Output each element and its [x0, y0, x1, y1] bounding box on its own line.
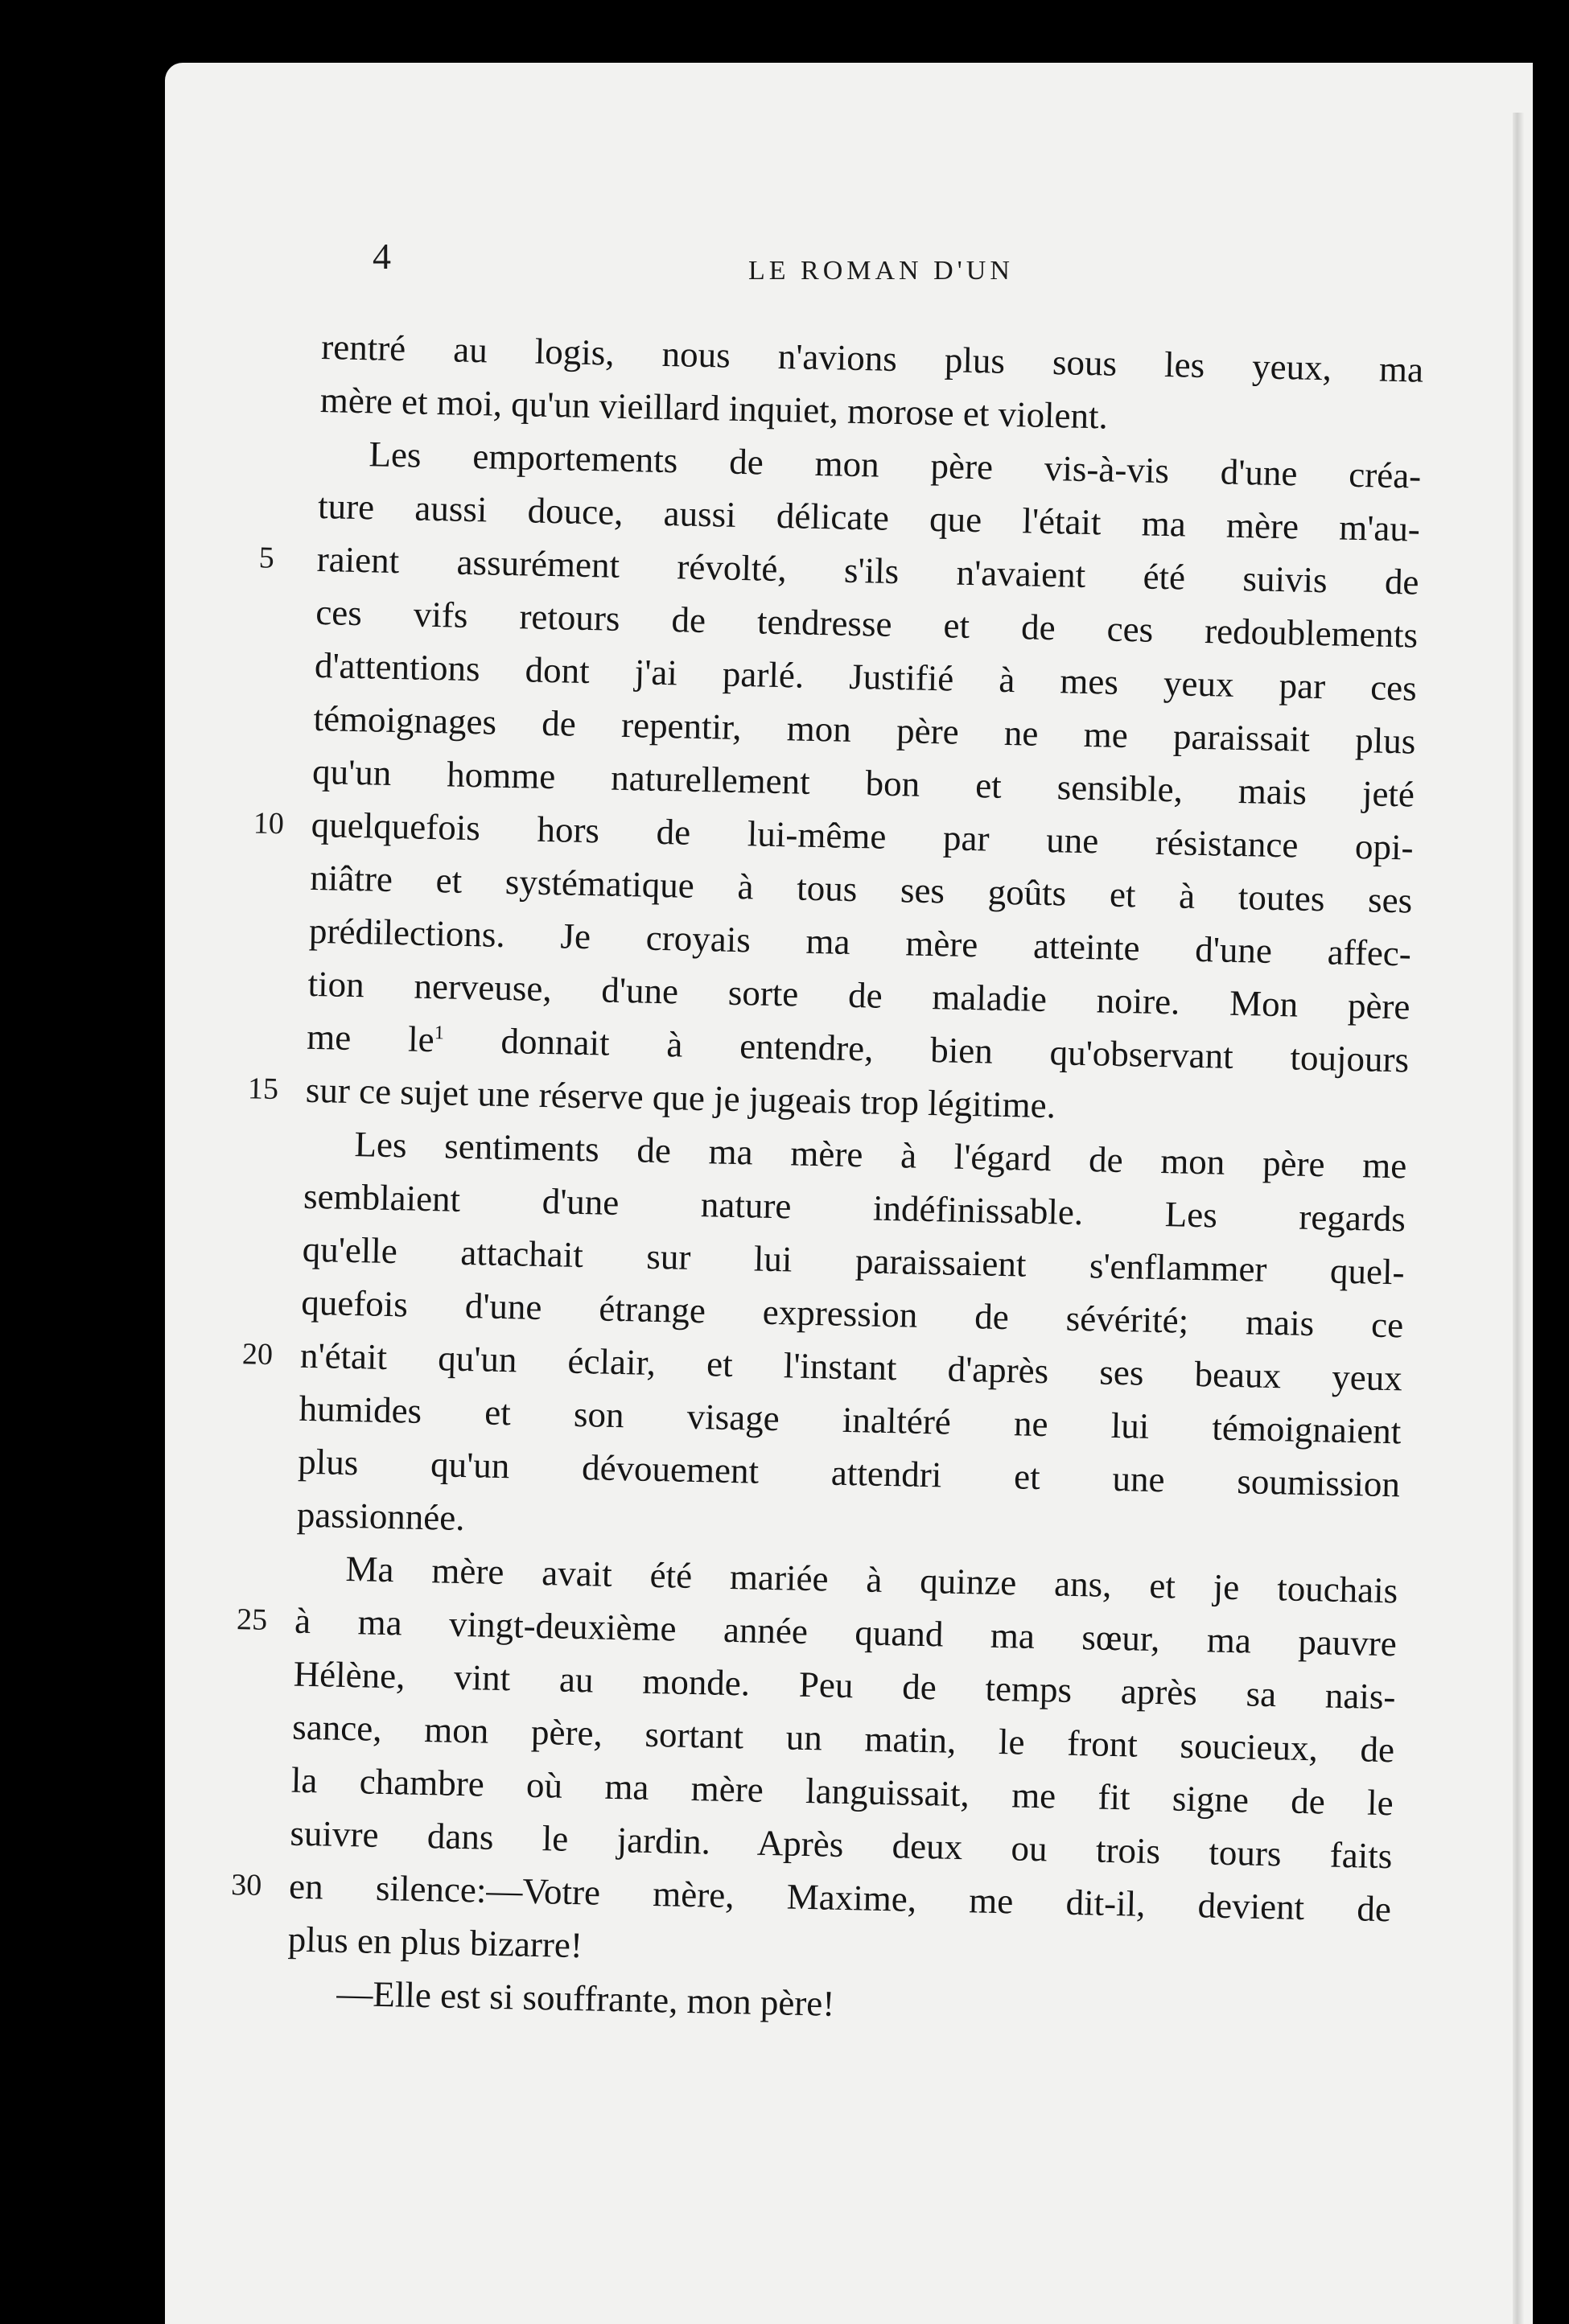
page-fold-shadow [1513, 113, 1524, 2324]
text-line-content: me $le^1$ donnait à entendre, bien qu'observant toujours [306, 1016, 1410, 1080]
text-line-content: —Elle est si souffrante, mon père! [336, 1972, 835, 2024]
body-text [230, 320, 1424, 2042]
text-line-content: en silence:—Votre mère, Maxime, me dit-il, devient de [288, 1865, 1392, 1930]
text-line-content: mère et moi, qu'un vieillard inquiet, morose et violent. [319, 379, 1109, 437]
text-line-content: raient assurément révolté, s'ils n'avaient été suivis de [316, 538, 1420, 603]
text-line-content: semblaient d'une nature indéfinissable. Les regards [303, 1175, 1406, 1240]
line-number: 30 [230, 1868, 262, 1902]
text-line-content: quefois d'une étrange expression de sévérité; mais ce [300, 1281, 1404, 1346]
text-line-content: rentré au logis, nous n'avions plus sous les yeux, ma [320, 326, 1424, 390]
text-line-content: quelquefois hors de lui-même par une résistance opi- [311, 804, 1415, 868]
text-line-content: humides et son visage inaltéré ne lui témoignaient [299, 1388, 1402, 1452]
text-line-content: la chambre où ma mère languissait, me fit signe de le [290, 1759, 1394, 1824]
text-line-content: tion nerveuse, d'une sorte de maladie noire. Mon père [307, 963, 1410, 1027]
text-line-content: plus en plus bizarre! [287, 1919, 583, 1966]
text-line-content: passionnée. [296, 1494, 466, 1539]
text-line-content: prédilections. Je croyais ma mère atteinte d'une affec- [308, 910, 1412, 974]
text-line-content: témoignages de repentir, mon père ne me paraissait plus [313, 697, 1416, 762]
text-line-content: qu'un homme naturellement bon et sensible, mais jeté [311, 751, 1415, 815]
text-line-content: ces vifs retours de tendresse et de ces redoublements [315, 591, 1419, 656]
line-number: 25 [236, 1602, 268, 1637]
text-line-content: Hélène, vint au monde. Peu de temps après sa nais- [293, 1653, 1396, 1717]
text-line-content: niâtre et systématique à tous ses goûts et à toutes ses [309, 857, 1413, 921]
line-number: 5 [258, 541, 275, 575]
text-line-content: Ma mère avait été mariée à quinze ans, et je touchais [344, 1548, 1398, 1611]
text-line-content: Les emportements de mon père vis-à-vis d'une créa- [369, 434, 1422, 496]
text-line-content: suivre dans le jardin. Après deux ou trois tours faits [290, 1812, 1393, 1877]
footnote-marker: 1 [434, 1022, 445, 1044]
text-line-content: sur ce sujet une réserve que je jugeais trop légitime. [305, 1069, 1056, 1126]
text-line-content: plus qu'un dévouement attendri et une soumission [297, 1441, 1401, 1505]
text-line-content: n'était qu'un éclair, et l'instant d'après ses beaux yeux [299, 1335, 1403, 1399]
text-line-content: sance, mon père, sortant un matin, le front soucieux, de [291, 1706, 1395, 1771]
line-number: 10 [253, 806, 285, 841]
text-line-content: qu'elle attachait sur lui paraissaient s'enflammer quel- [302, 1228, 1406, 1293]
line-number: 15 [247, 1072, 279, 1107]
text-line-content: à ma vingt-deuxième année quand ma sœur, ma pauvre [294, 1600, 1398, 1664]
text-line-content: ture aussi douce, aussi délicate que l'était ma mère m'au- [317, 485, 1421, 549]
text-line-content: d'attentions dont j'ai parlé. Justifié à mes yeux par ces [314, 644, 1418, 709]
text-line-content: Les sentiments de ma mère à l'égard de mon père me [354, 1124, 1407, 1187]
page-number: 4 [373, 236, 391, 277]
running-head: LE ROMAN D'UN [748, 256, 1014, 286]
line-number: 20 [241, 1337, 274, 1372]
